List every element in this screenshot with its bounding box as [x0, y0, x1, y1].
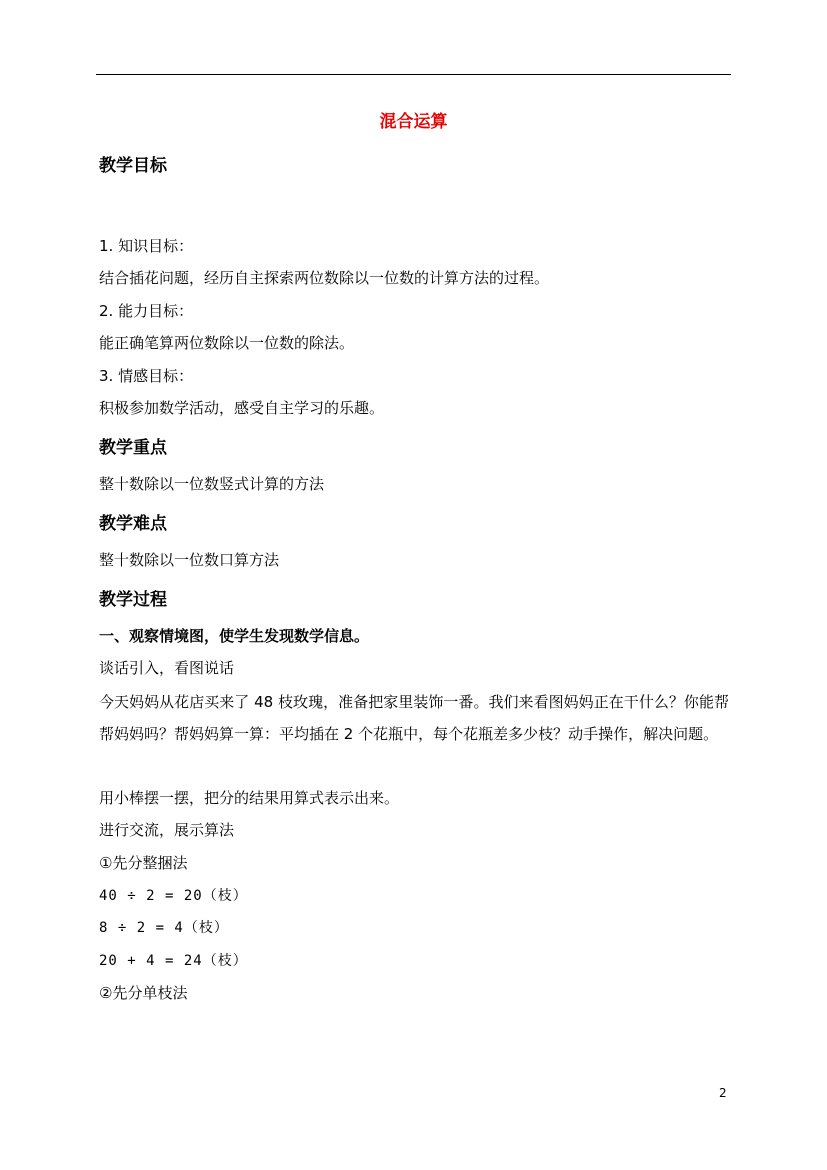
method-2-label: ②先分单枝法 [99, 984, 188, 1002]
process-step-1-heading: 一、观察情境图，使学生发现数学信息。 [99, 627, 370, 645]
objective-2-text: 能正确笔算两位数除以一位数的除法。 [99, 334, 355, 352]
equation-3: 20 + 4 = 24（枝） [99, 953, 248, 969]
process-story-paragraph: 今天妈妈从花店买来了 48 枝玫瑰，准备把家里装饰一番。我们来看图妈妈正在干什么？你能帮帮妈妈吗？帮妈妈算一算：平均插在 2 个花瓶中，每个花瓶差多少枝？动手操作，解决问题。 [99, 693, 729, 743]
process-exchange: 进行交流，展示算法 [99, 821, 235, 839]
document-title: 混合运算 [379, 112, 448, 132]
equation-1: 40 ÷ 2 = 20（枝） [99, 888, 248, 904]
difficulties-text: 整十数除以一位数口算方法 [99, 551, 280, 569]
objective-2-label: 2. 能力目标： [99, 302, 194, 320]
process-intro: 谈话引入，看图说话 [99, 659, 235, 677]
heading-objectives: 教学目标 [99, 156, 167, 176]
objective-1-text: 结合插花问题，经历自主探索两位数除以一位数的计算方法的过程。 [99, 269, 550, 287]
process-sticks: 用小棒摆一摆，把分的结果用算式表示出来。 [99, 789, 400, 807]
objective-3-text: 积极参加数学活动，感受自主学习的乐趣。 [99, 399, 385, 417]
heading-key-points: 教学重点 [99, 438, 167, 458]
method-1-label: ①先分整捆法 [99, 854, 188, 872]
page-number: 2 [719, 1086, 727, 1100]
heading-difficulties: 教学难点 [99, 514, 167, 534]
objective-1-label: 1. 知识目标： [99, 237, 194, 255]
header-rule [96, 74, 731, 75]
heading-process: 教学过程 [99, 590, 167, 610]
key-points-text: 整十数除以一位数竖式计算的方法 [99, 475, 325, 493]
equation-2: 8 ÷ 2 = 4（枝） [99, 920, 229, 936]
objective-3-label: 3. 情感目标： [99, 367, 194, 385]
